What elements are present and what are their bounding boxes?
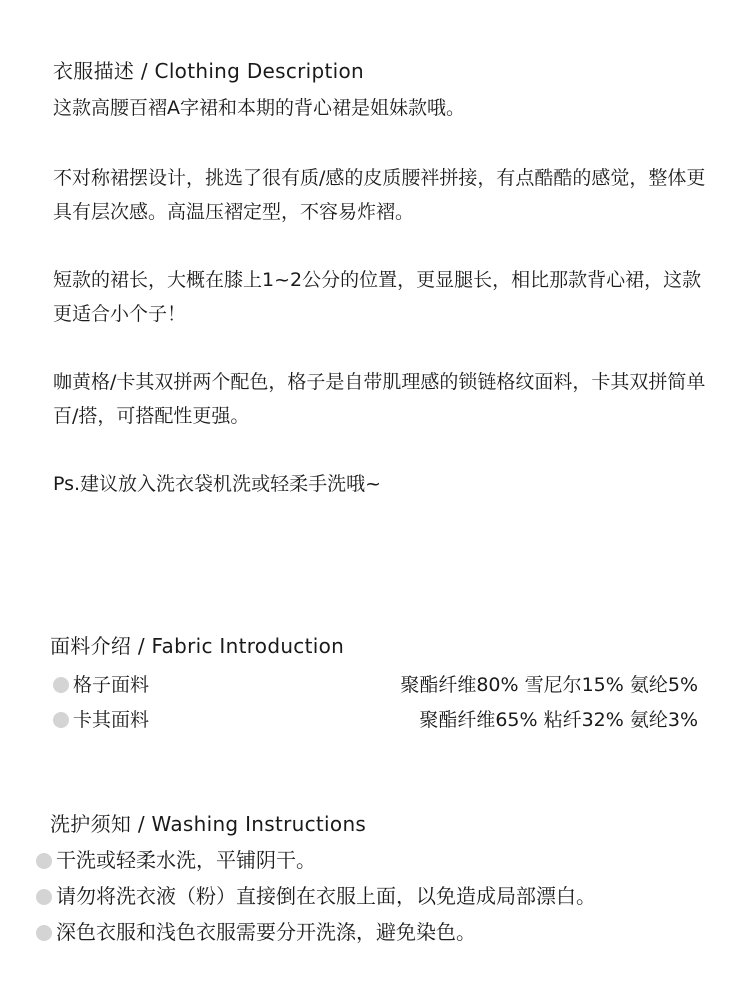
description-paragraph-4: 咖黄格/卡其双拼两个配色，格子是自带肌理感的锁链格纹面料，卡其双拼简单百/搭，可搭配性更强。 [53, 371, 706, 427]
description-paragraph-2: 不对称裙摆设计，挑选了很有质/感的皮质腰袢拼接，有点酷酷的感觉，整体更具有层次感。高温压褶定型，不容易炸褶。 [53, 167, 706, 223]
washing-item-text: 深色衣服和浅色衣服需要分开洗涤，避免染色。 [56, 920, 476, 944]
bullet-dot-icon [53, 677, 69, 693]
clothing-description-title: 衣服描述 / Clothing Description [53, 59, 365, 83]
description-paragraph-5: Ps.建议放入洗衣袋机洗或轻柔手洗哦~ [53, 473, 381, 495]
description-paragraph-1: 这款高腰百褶A字裙和本期的背心裙是姐妹款哦。 [53, 97, 465, 119]
washing-item-text: 干洗或轻柔水洗，平铺阴干。 [56, 848, 316, 872]
fabric-row [53, 670, 698, 700]
fabric-name: 格子面料 [73, 674, 150, 696]
fabric-composition: 聚酯纤维80% 雪尼尔15% 氨纶5% [400, 674, 698, 696]
washing-item-text: 请勿将洗衣液（粉）直接倒在衣服上面，以免造成局部漂白。 [56, 884, 596, 908]
washing-item [36, 844, 316, 876]
bullet-dot-icon [36, 889, 52, 905]
washing-instructions-title: 洗护须知 / Washing Instructions [50, 812, 367, 836]
description-paragraph-3: 短款的裙长，大概在膝上1~2公分的位置，更显腿长，相比那款背心裙，这款更适合小个子！ [53, 269, 702, 325]
bullet-dot-icon [36, 925, 52, 941]
fabric-introduction-title: 面料介绍 / Fabric Introduction [50, 634, 345, 658]
fabric-name: 卡其面料 [73, 709, 150, 731]
fabric-name-cell [53, 670, 149, 700]
washing-item [36, 880, 596, 912]
fabric-composition: 聚酯纤维65% 粘纤32% 氨纶3% [419, 709, 698, 731]
bullet-dot-icon [53, 712, 69, 728]
washing-item [36, 916, 476, 948]
bullet-dot-icon [36, 853, 52, 869]
fabric-name-cell [53, 705, 149, 735]
fabric-row [53, 705, 698, 735]
